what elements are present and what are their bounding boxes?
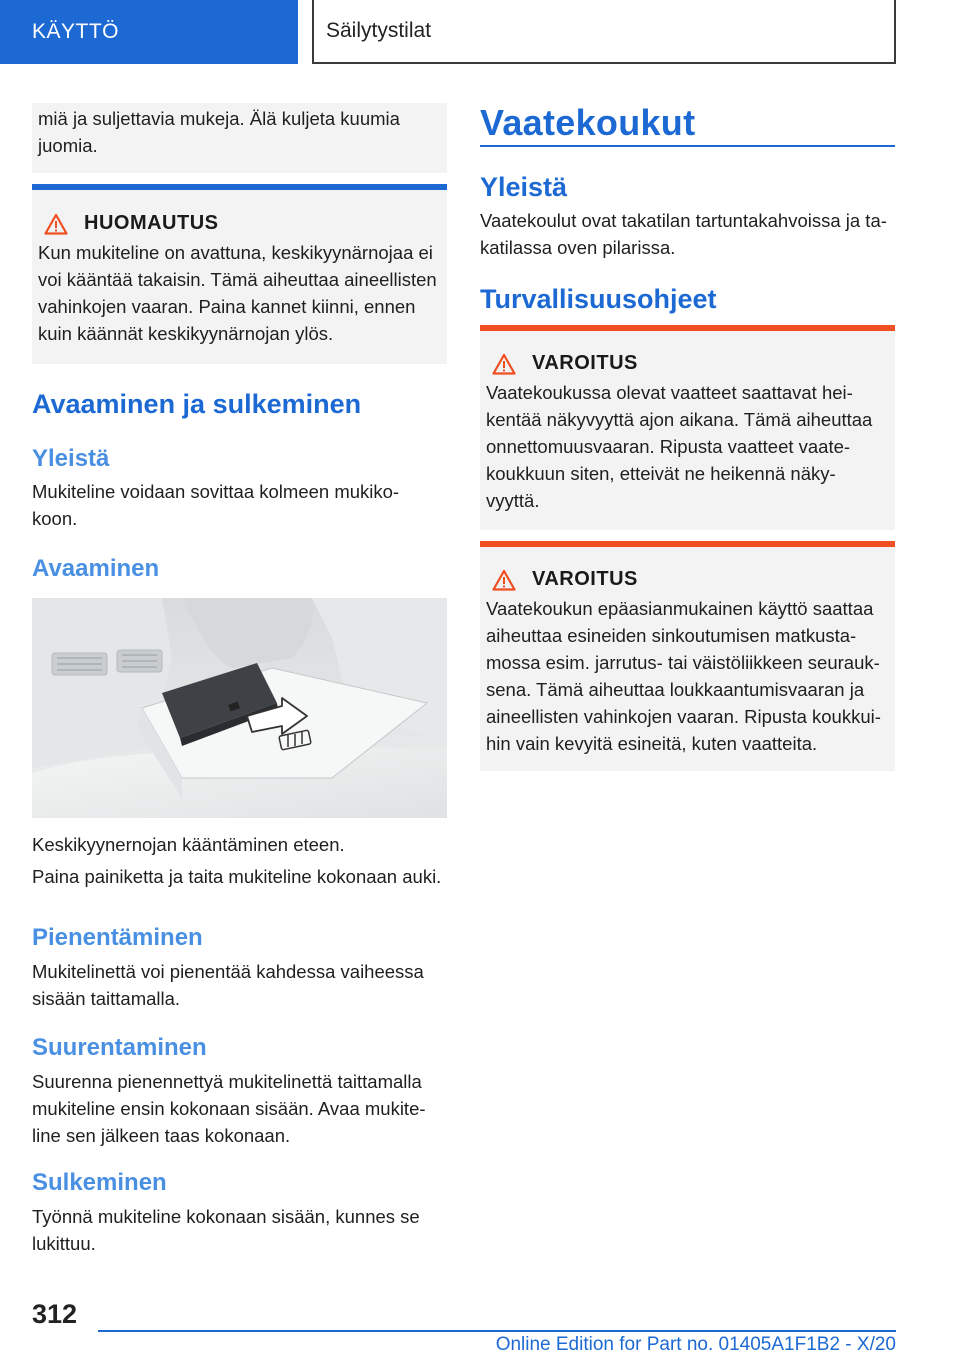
warning-line: Vaatekoukun epäasianmukainen käyttö saattaa <box>486 598 874 619</box>
section-tab <box>0 0 298 64</box>
heading-closing: Sulkeminen <box>32 1169 167 1196</box>
general-paragraph-right <box>480 207 887 261</box>
warning-line: sena. Tämä aiheuttaa loukkaantumisvaaran ja <box>486 679 865 700</box>
caption-2: Paina painiketta ja taita mukiteline kokonaan auki. <box>32 866 442 887</box>
warning-line: onnettomuusvaaran. Ripusta vaatteet vaate- <box>486 436 851 457</box>
intro-line: juomia. <box>38 135 98 156</box>
warning-heading <box>492 352 895 375</box>
paragraph-line: Mukitelinettä voi pienentää kahdessa vaiheessa <box>32 961 424 982</box>
notice-line: vahinkojen vaaran. Paina kannet kiinni, ennen <box>38 296 416 317</box>
heading-open-close: Avaaminen ja sulkeminen <box>32 389 362 419</box>
paragraph-line: Työnnä mukiteline kokonaan sisään, kunnes se <box>32 1206 420 1227</box>
paragraph-line: Vaatekoulut ovat takatilan tartuntakahvoissa ja ta- <box>480 210 887 231</box>
armrest-drawing <box>32 598 447 818</box>
warning-triangle-icon <box>492 353 516 375</box>
caption-1: Keskikyynernojan kääntäminen eteen. <box>32 834 345 855</box>
paragraph-line: lukittuu. <box>32 1233 96 1254</box>
chapter-header <box>312 0 896 64</box>
chapter-title: Säilytystilat <box>326 19 432 42</box>
reduce-paragraph <box>32 958 424 1012</box>
paragraph-line: Suurenna pienennettyä mukitelinettä taittamalla <box>32 1071 422 1092</box>
warning-triangle-icon <box>492 569 516 591</box>
warning-line: vyyttä. <box>486 490 540 511</box>
paragraph-line: koon. <box>32 508 78 529</box>
warning-title: VAROITUS <box>532 568 638 590</box>
heading-reduce: Pienentäminen <box>32 924 203 951</box>
warning-box-1 <box>480 325 895 530</box>
paragraph-line: mukiteline ensin kokonaan sisään. Avaa mukite- <box>32 1098 426 1119</box>
warning-triangle-icon <box>44 213 68 235</box>
paragraph-line: katilassa oven pilarissa. <box>480 237 676 258</box>
warning-line: Vaatekoukussa olevat vaatteet saattavat hei- <box>486 382 853 403</box>
heading-underline <box>480 145 895 147</box>
notice-title: HUOMAUTUS <box>84 212 219 234</box>
paragraph-line: line sen jälkeen taas kokonaan. <box>32 1125 291 1146</box>
notice-line: voi kääntää takaisin. Tämä aiheuttaa aineellisten <box>38 269 437 290</box>
heading-general: Yleistä <box>32 445 110 472</box>
notice-heading <box>44 212 447 235</box>
paragraph-line: sisään taittamalla. <box>32 988 181 1009</box>
warning-line: aiheuttaa esineiden sinkoutumisen matkusta- <box>486 625 857 646</box>
footer-edition: Online Edition for Part no. 01405A1F1B2 - X/20 <box>495 1334 896 1355</box>
heading-enlarge: Suurentaminen <box>32 1034 207 1061</box>
warning-line: hin vain kevyitä esineitä, kuten vaatteita. <box>486 733 818 754</box>
closing-paragraph <box>32 1203 420 1257</box>
warning-line: mossa esim. jarrutus- tai väistöliikkeen seurauk- <box>486 652 880 673</box>
footer-rule <box>98 1330 896 1332</box>
heading-opening: Avaaminen <box>32 555 160 582</box>
warning-line: koukkuun siten, etteivät ne heikennä näky- <box>486 463 836 484</box>
warning-box-2 <box>480 541 895 771</box>
warning-title: VAROITUS <box>532 352 638 374</box>
warning-heading <box>492 568 895 591</box>
heading-safety: Turvallisuusohjeet <box>480 284 717 314</box>
heading-hooks: Vaatekoukut <box>480 102 696 143</box>
page-number: 312 <box>32 1299 78 1329</box>
armrest-illustration <box>32 598 447 818</box>
warning-line: aineellisten vahinkojen vaaran. Ripusta koukkui- <box>486 706 881 727</box>
intro-box <box>32 103 447 173</box>
intro-line: miä ja suljettavia mukeja. Älä kuljeta kuumia <box>38 108 400 129</box>
notice-line: Kun mukiteline on avattuna, keskikyynärnojaa ei <box>38 242 433 263</box>
enlarge-paragraph <box>32 1068 426 1149</box>
notice-box <box>32 184 447 364</box>
section-title: KÄYTTÖ <box>32 20 120 43</box>
heading-general-right: Yleistä <box>480 172 568 202</box>
paragraph-line: Mukiteline voidaan sovittaa kolmeen mukiko- <box>32 481 400 502</box>
warning-line: kentää näkyvyyttä ajon aikana. Tämä aiheuttaa <box>486 409 873 430</box>
notice-line: kuin käännät keskikyynärnojan ylös. <box>38 323 334 344</box>
general-paragraph <box>32 478 399 532</box>
